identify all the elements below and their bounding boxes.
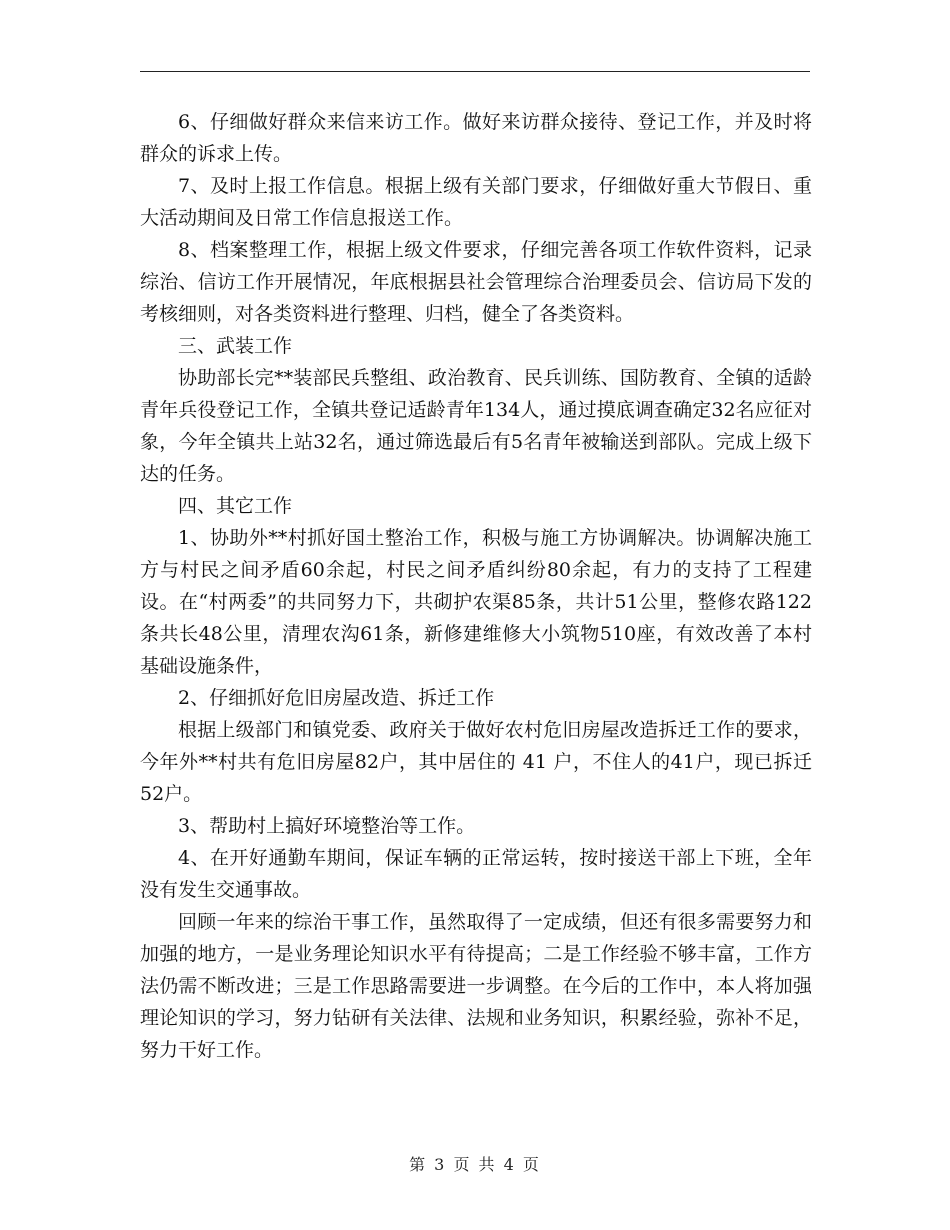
paragraph-militia-registration: 协助部长完**装部民兵整组、政治教育、民兵训练、国防教育、全镇的适龄青年兵役登记工作，全镇共登记适龄青年134人，通过摸底调查确定32名应征对象，今年全镇共上站32名，通过筛选最后有5名青年被输送到部队。完成上级下达的任务。 — [140, 367, 812, 485]
paragraph-item-4-shuttle: 4、在开好通勤车期间，保证车辆的正常运转，按时接送干部上下班，全年没有发生交通事故。 — [140, 847, 812, 901]
paragraph-review-summary: 回顾一年来的综治干事工作，虽然取得了一定成绩，但还有很多需要努力和加强的地方，一是业务理论知识水平有待提高；二是工作经验不够丰富，工作方法仍需不断改进；三是工作思路需要进一步调整。在今后的工作中，本人将加强理论知识的学习，努力钻研有关法律、法规和业务知识，积累经验，弥补不足，努力干好工作。 — [140, 911, 812, 1061]
paragraph-housing-renovation: 根据上级部门和镇党委、政府关于做好农村危旧房屋改造拆迁工作的要求，今年外**村共有危旧房屋82户，其中居住的 41 户，不住人的41户，现已拆迁52户。 — [140, 719, 812, 805]
paragraph-item-7-info-reporting: 7、及时上报工作信息。根据上级有关部门要求，仔细做好重大节假日、重大活动期间及日常工作信息报送工作。 — [140, 175, 812, 229]
paragraph-item-2-heading: 2、仔细抓好危旧房屋改造、拆迁工作 — [178, 687, 495, 709]
paragraph-item-6-petitions: 6、仔细做好群众来信来访工作。做好来访群众接待、登记工作，并及时将群众的诉求上传。 — [140, 111, 812, 165]
paragraph-item-3-environment: 3、帮助村上搞好环境整治等工作。 — [178, 815, 476, 837]
paragraph-item-1-land-consolidation: 1、协助外**村抓好国土整治工作，积极与施工方协调解决。协调解决施工方与村民之间矛盾60余起，村民之间矛盾纠纷80余起，有力的支持了工程建设。在“村两委”的共同努力下，共砌护农渠85条，共计51公里，整修农路122条共长48公里，清理农沟61条，新修建维修大小筑物510座，有效改善了本村基础设施条件， — [140, 527, 812, 677]
header-rule — [140, 71, 810, 72]
section-heading-other-work: 四、其它工作 — [178, 495, 293, 517]
page-number: 第 3 页 共 4 页 — [409, 1155, 541, 1174]
paragraph-item-8-archives: 8、档案整理工作，根据上级文件要求，仔细完善各项工作软件资料，记录综治、信访工作开展情况，年底根据县社会管理综合治理委员会、信访局下发的考核细则，对各类资料进行整理、归档，健全了各类资料。 — [140, 239, 812, 325]
document-body — [140, 106, 812, 1066]
section-heading-armed-forces: 三、武装工作 — [178, 335, 293, 357]
